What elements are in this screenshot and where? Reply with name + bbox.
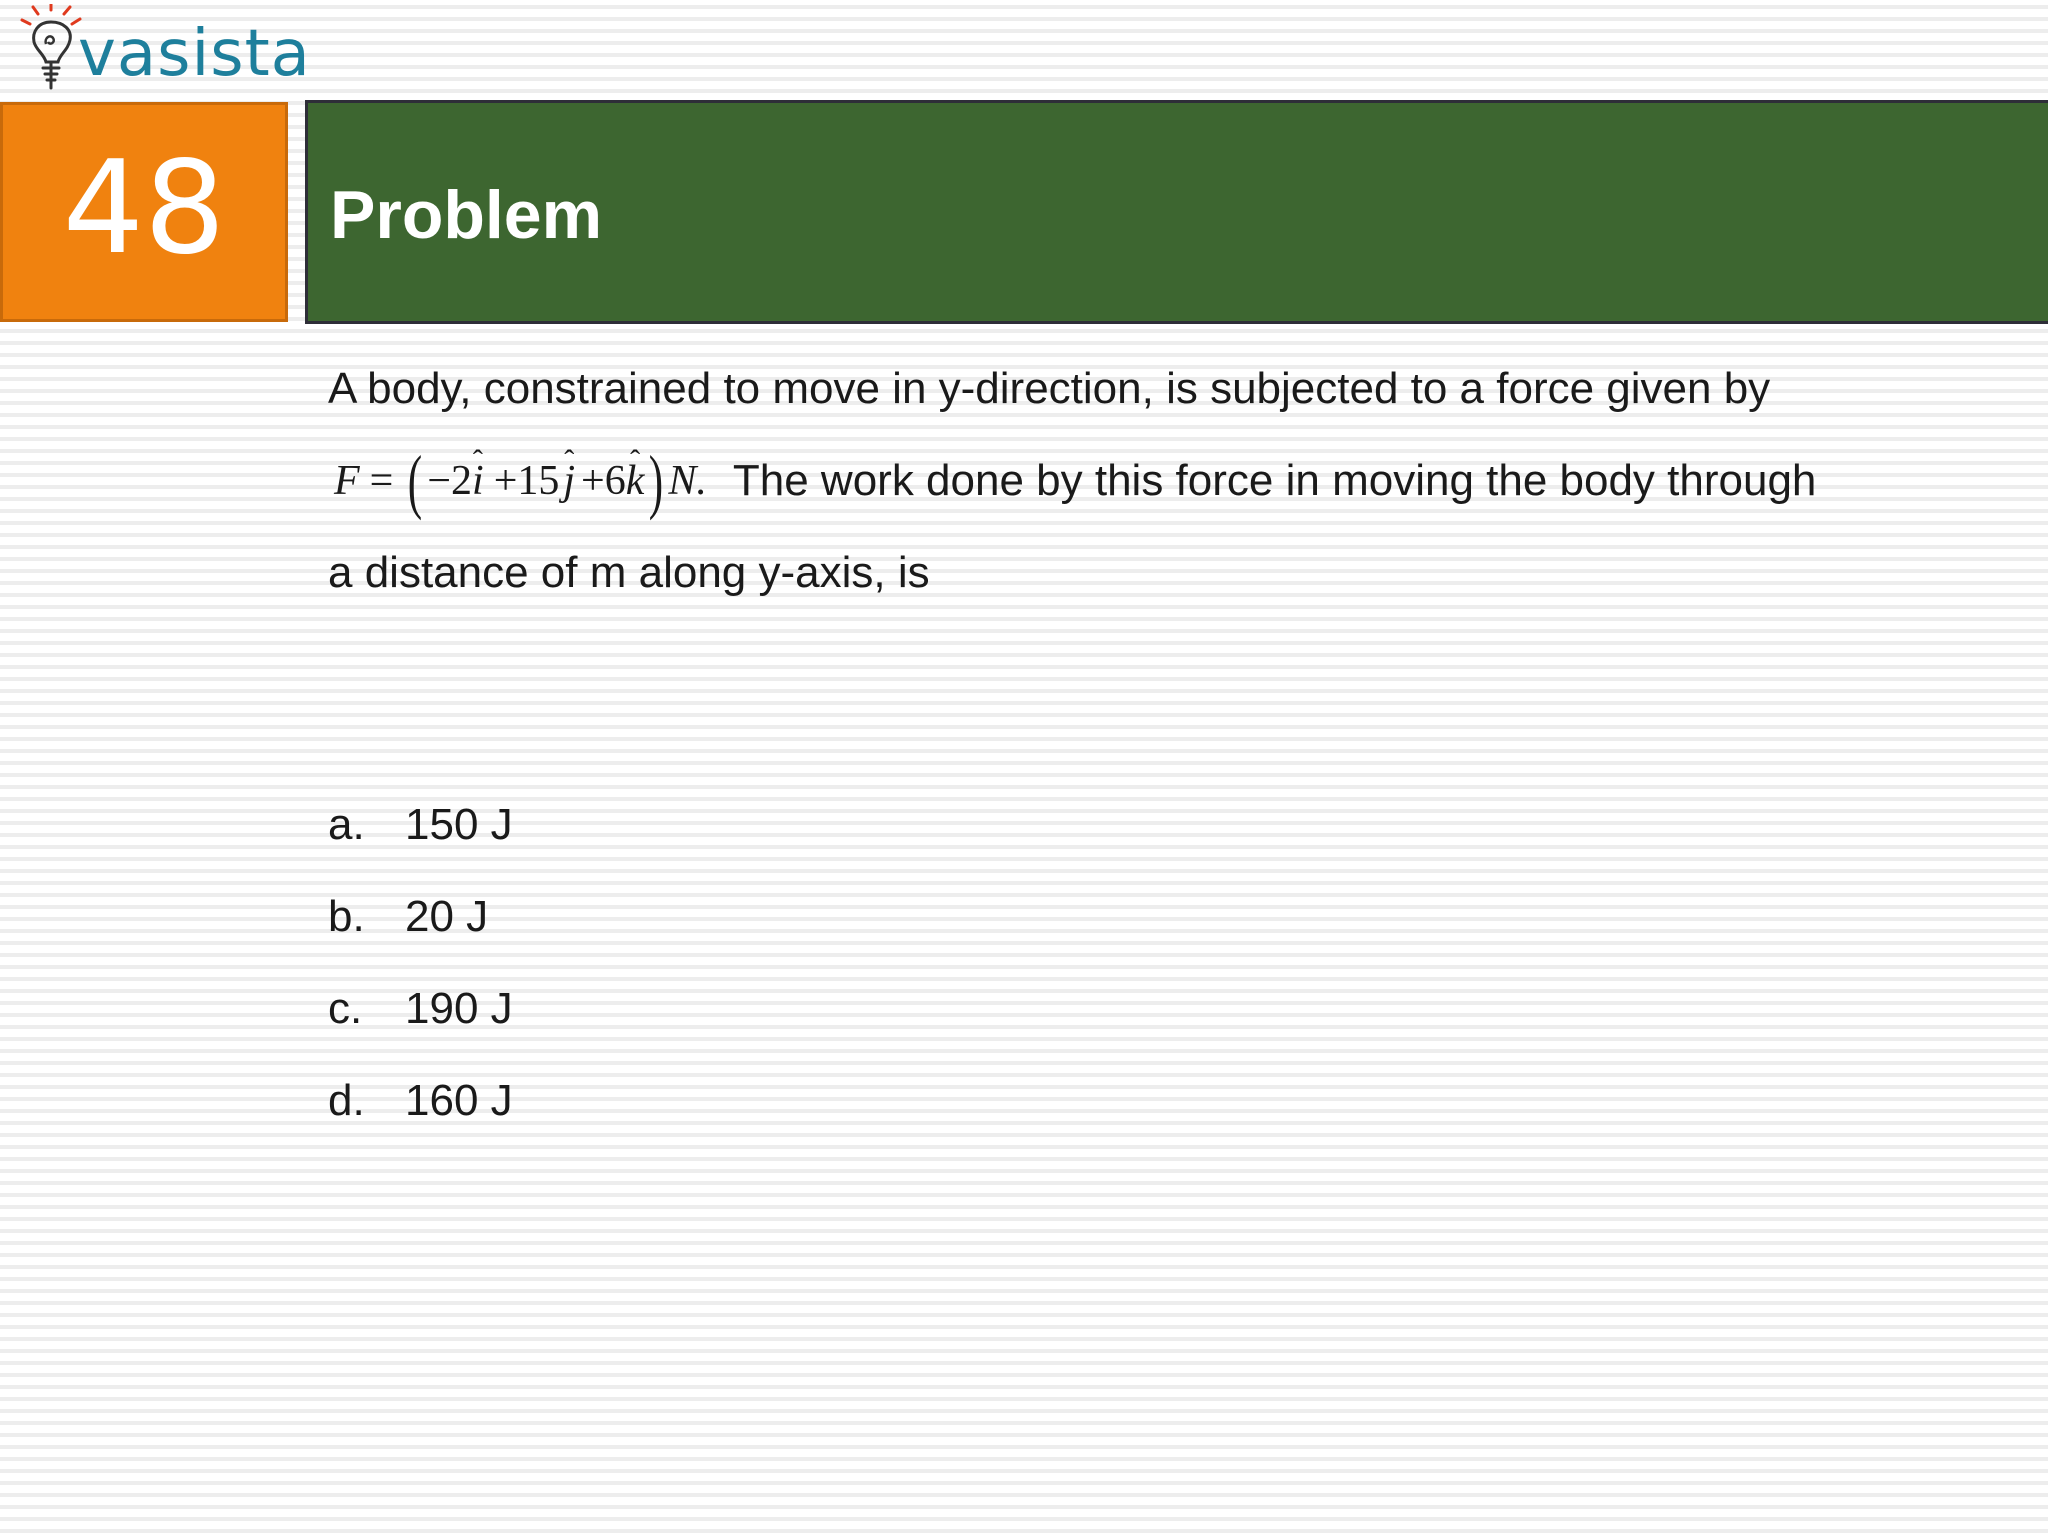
formula-open-paren: ( [408, 441, 423, 521]
option-text: 150 J [405, 800, 513, 849]
option-letter: a. [328, 800, 365, 849]
slide-number-box [0, 102, 288, 322]
option-letter: b. [328, 892, 365, 941]
option-c[interactable] [328, 980, 513, 1072]
question-line-1 [328, 360, 2008, 452]
formula-term-j-coeff: +15 [493, 458, 560, 504]
answer-options [328, 796, 513, 1164]
formula-equals: = [369, 458, 394, 504]
formula-unit: N. [668, 458, 707, 504]
formula-term-k-coeff: +6 [581, 458, 626, 504]
option-a[interactable] [328, 796, 513, 888]
question-line-3-text: a distance of m along y-axis, is [328, 548, 930, 597]
question-text [328, 360, 2008, 636]
formula-lhs: F [334, 458, 360, 504]
option-b[interactable] [328, 888, 513, 980]
logo-wordmark: vasista [78, 17, 311, 91]
formula-unit-j: ˆ j [563, 452, 575, 510]
option-text: 190 J [405, 984, 513, 1033]
question-line-1-text: A body, constrained to move in y-direction, is subjected to a force given by [328, 364, 1771, 413]
vasista-logo [20, 4, 311, 96]
title-bar [305, 100, 2048, 324]
option-text: 160 J [405, 1076, 513, 1125]
option-text: 20 J [405, 892, 489, 941]
formula-close-paren: ) [649, 441, 664, 521]
question-line-3 [328, 544, 2008, 636]
slide-title: Problem [330, 177, 603, 253]
option-letter: d. [328, 1076, 365, 1125]
formula-unit-k: ˆ k [626, 452, 645, 510]
option-letter: c. [328, 984, 363, 1033]
slide-number: 48 [62, 134, 226, 283]
formula-term-i-coeff: −2 [427, 458, 473, 504]
question-line-2 [328, 441, 2008, 544]
force-formula [334, 441, 707, 521]
formula-unit-i: ˆ i [472, 452, 484, 510]
option-d[interactable] [328, 1072, 513, 1164]
question-line-2-text: The work done by this force in moving the body through [732, 456, 1817, 505]
